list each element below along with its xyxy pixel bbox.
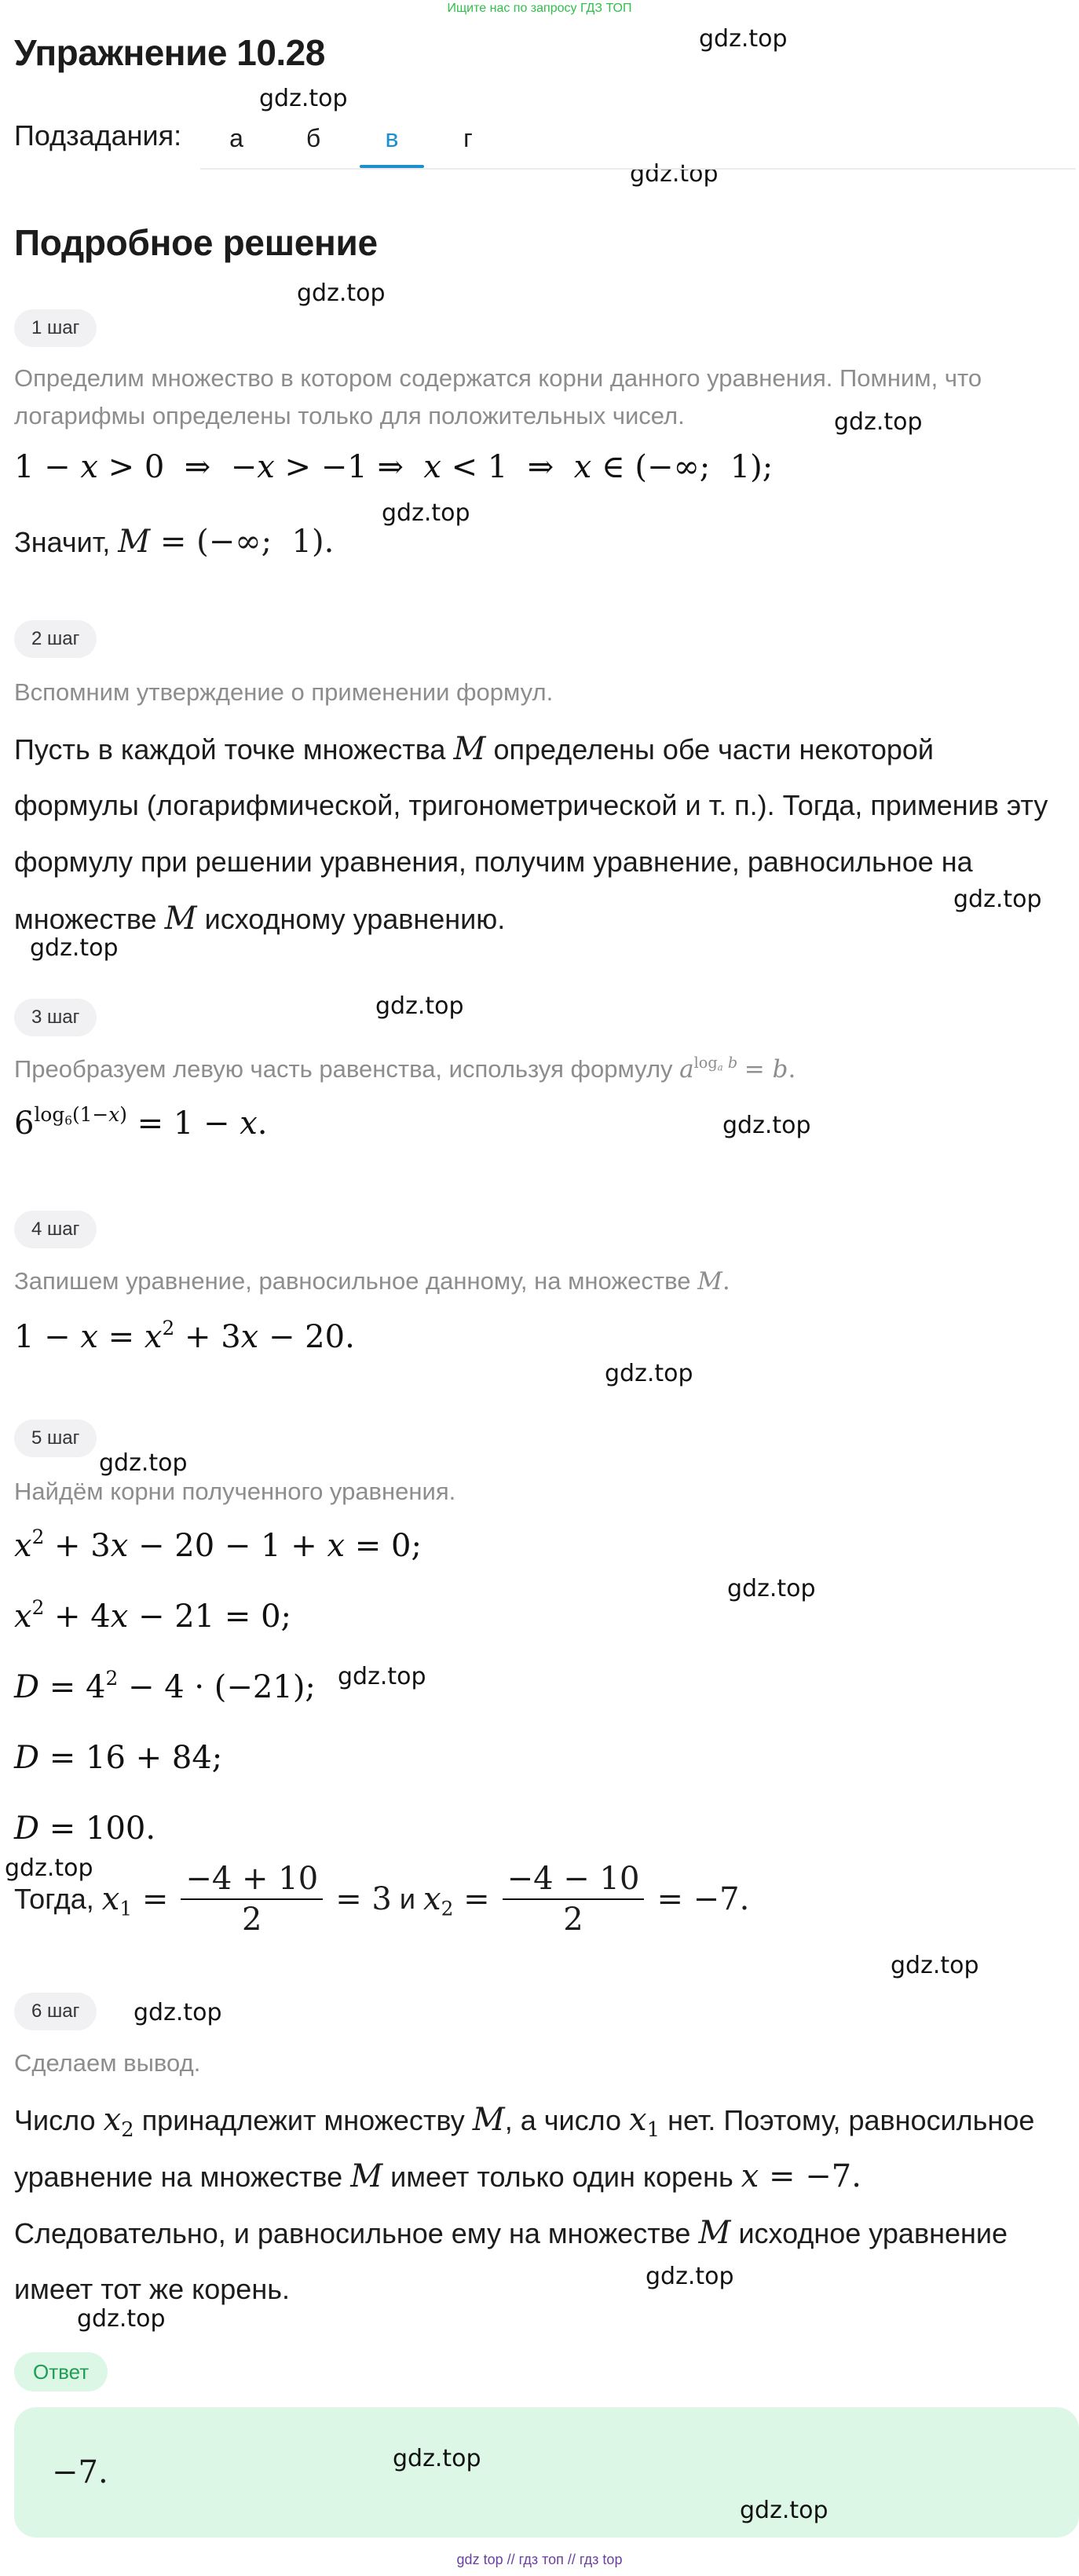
watermark: gdz.top — [740, 2497, 828, 2524]
watermark: gdz.top — [699, 25, 788, 53]
answer-badge: Ответ — [14, 2352, 108, 2391]
step-1-hint: Определим множество в котором содержатся корни данного уравнения. Помним, что логарифмы определены только для положительных чисел. — [14, 364, 982, 429]
step-2-line-1: Пусть в каждой точке множества M определены обе части некоторой — [14, 731, 935, 767]
watermark: gdz.top — [134, 1999, 222, 2026]
step-5-roots: Тогда, $x_1$ = $\frac{-4 + 10}{2}$ = 3 и $x_2$ = $\frac{-4 - 10}{2}$ = −7. — [14, 1861, 750, 1938]
step-3-hint: Преобразуем левую часть равенства, используя формулу $a^{log_a b} = b$. — [14, 1053, 796, 1083]
step-3-badge: 3 шаг — [14, 999, 97, 1036]
step-3-transform: $6^{log_6(1-x)} = 1 - x$. — [14, 1102, 268, 1142]
watermark: gdz.top — [259, 85, 348, 112]
step-2-line-2: формулы (логарифмической, тригонометрической и т. п.). Тогда, применив эту — [14, 789, 1048, 821]
step-5-hint: Найдём корни полученного уравнения. — [14, 1478, 456, 1505]
step-2-hint: Вспомним утверждение о применении формул. — [14, 678, 554, 706]
watermark: gdz.top — [393, 2445, 481, 2472]
watermark: gdz.top — [953, 886, 1042, 913]
step-6-badge: 6 шаг — [14, 1993, 97, 2030]
step-4-hint: Запишем уравнение, равносильное данному, на множестве M. — [14, 1267, 730, 1295]
step-5-discriminant-3: D = 100. — [14, 1811, 156, 1847]
step-6-line-4: имеет тот же корень. — [14, 2273, 290, 2305]
answer-box — [14, 2407, 1079, 2538]
watermark: gdz.top — [834, 408, 923, 436]
tab-a[interactable]: а — [229, 124, 243, 152]
step-2-line-4: множестве M исходному уравнению. — [14, 901, 506, 937]
step-5-discriminant-2: D = 16 + 84; — [14, 1740, 223, 1776]
page-title: Упражнение 10.28 — [14, 32, 325, 73]
step-5-eq-1: $x^2 + 3x - 20 - 1 + x = 0$; — [14, 1525, 422, 1564]
step-5-eq-2: $x^2 + 4x - 21 = 0$; — [14, 1595, 292, 1635]
step-5-badge: 5 шаг — [14, 1420, 97, 1457]
subtasks-label: Подзадания: — [14, 119, 182, 152]
watermark: gdz.top — [77, 2305, 166, 2333]
step-5-discriminant-1: $D = 4^2 - 4 \cdot (-21)$; — [14, 1666, 316, 1705]
tab-v[interactable]: в — [360, 116, 424, 160]
watermark: gdz.top — [891, 1952, 979, 1979]
tab-g[interactable]: г — [463, 124, 473, 152]
step-6-line-2: уравнение на множестве M имеет только один корень x = −7. — [14, 2158, 861, 2194]
step-1-badge: 1 шаг — [14, 309, 97, 347]
watermark: gdz.top — [630, 160, 719, 188]
watermark: gdz.top — [99, 1449, 188, 1477]
watermark: gdz.top — [646, 2263, 734, 2290]
watermark: gdz.top — [30, 934, 119, 962]
step-4-badge: 4 шаг — [14, 1211, 97, 1248]
watermark: gdz.top — [727, 1575, 816, 1602]
watermark: gdz.top — [375, 992, 464, 1020]
step-6-line-3: Следовательно, и равносильное ему на множестве M исходное уравнение — [14, 2215, 1008, 2251]
step-1-conclusion: Значит, M = (−∞; 1). — [14, 524, 335, 560]
watermark: gdz.top — [382, 499, 470, 527]
top-banner[interactable]: Ищите нас по запросу ГДЗ ТОП — [447, 2, 632, 15]
step-6-line-1: Число $x_2$ принадлежит множеству M, а число $x_1$ нет. Поэтому, равносильное — [14, 2102, 1035, 2142]
step-2-line-3: формулу при решении уравнения, получим уравнение, равносильное на — [14, 846, 973, 878]
step-4-equation: $1 - x = x^2 + 3x - 20$. — [14, 1316, 355, 1355]
tab-b[interactable]: б — [305, 124, 321, 152]
step-1-domain-derivation: 1 − x > 0 ⇒ −x > −1 ⇒ x < 1 ⇒ x ∈ (−∞; 1); — [14, 449, 774, 485]
step-6-hint: Сделаем вывод. — [14, 2049, 201, 2077]
watermark: gdz.top — [722, 1112, 811, 1139]
footer-links[interactable]: gdz top // гдз топ // гдз top — [456, 2552, 623, 2567]
answer-value: −7. — [52, 2454, 108, 2490]
solution-title: Подробное решение — [14, 222, 378, 263]
step-2-badge: 2 шаг — [14, 620, 97, 658]
watermark: gdz.top — [605, 1360, 693, 1387]
watermark: gdz.top — [5, 1854, 93, 1882]
watermark: gdz.top — [297, 280, 386, 307]
subtask-tabs — [200, 110, 1076, 170]
watermark: gdz.top — [338, 1663, 426, 1690]
